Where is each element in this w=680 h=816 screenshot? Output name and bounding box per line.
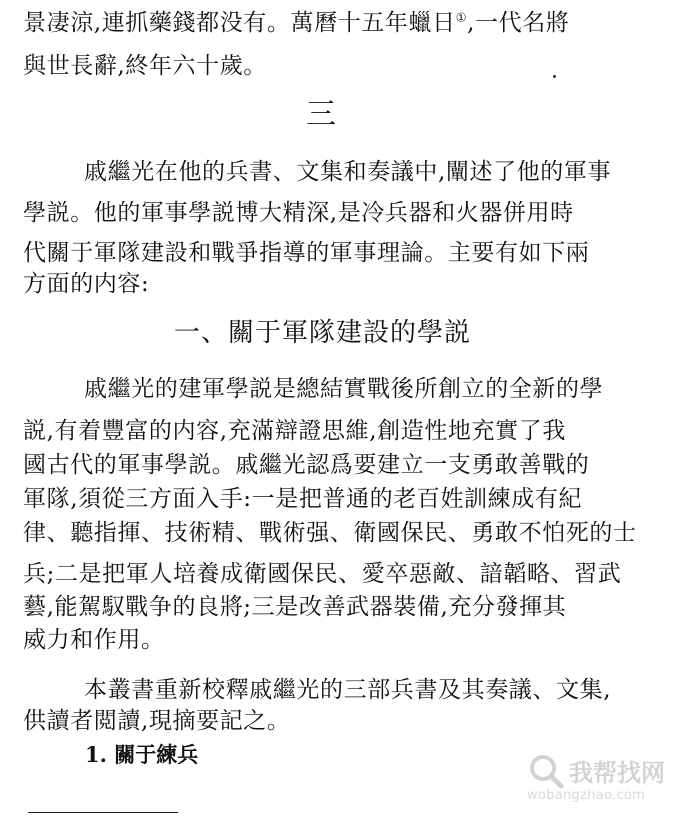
footnote-divider [28,812,178,813]
footnote-marker[interactable]: ① [455,10,468,25]
subheading: 1. 關于練兵 [85,742,199,767]
paragraph-line: 戚繼光在他的兵書、文集和奏議中,闡述了他的軍事 [84,159,612,185]
paragraph-line: 戚繼光的建軍學説是總結實戰後所創立的全新的學 [84,376,604,402]
magnifier-icon [527,752,565,790]
text-line: 與世長辭,終年六十歲。 [23,53,267,79]
paragraph-line: 國古代的軍事學説。戚繼光認爲要建立一支勇敢善戰的 [23,452,590,478]
watermark [527,748,677,808]
paragraph-line: 説,有着豐富的内容,充滿辯證思維,創造性地充實了我 [23,418,566,444]
text-line [23,10,569,36]
text-fragment: 景凄涼,連抓藥錢都没有。萬曆十五年蠟日 [23,10,456,36]
paragraph-line: 藝,能駕馭戰争的良將;三是改善武器裝備,充分發揮其 [23,594,567,620]
paragraph-line: 方面的内容: [23,271,150,297]
paragraph-line: 威力和作用。 [23,627,165,653]
watermark-url: wobangzhao.com [527,788,646,803]
paragraph-line: 供讀者閲讀,現摘要記之。 [23,708,291,734]
watermark-text: 我帮找网 [569,759,665,787]
print-speck [553,75,556,78]
paragraph-line: 代關于軍隊建設和戰爭指導的軍事理論。主要有如下兩 [23,240,590,266]
paragraph-line: 本叢書重新校釋戚繼光的三部兵書及其奏議、文集, [84,677,612,703]
section-title: 一、關于軍隊建設的學説 [174,318,472,348]
paragraph-line: 律、聽指揮、技術精、戰術强、衛國保民、勇敢不怕死的士 [23,520,637,546]
paragraph-line: 學説。他的軍事學説博大精深,是冷兵器和火器併用時 [23,200,574,226]
paragraph-line: 軍隊,須從三方面入手:一是把普通的老百姓訓練成有紀 [23,486,583,512]
text-fragment: ,一代名將 [467,10,570,36]
section-number: 三 [306,97,336,132]
paragraph-line: 兵;二是把軍人培養成衛國保民、愛卒惡敵、諳韜略、習武 [23,561,622,587]
